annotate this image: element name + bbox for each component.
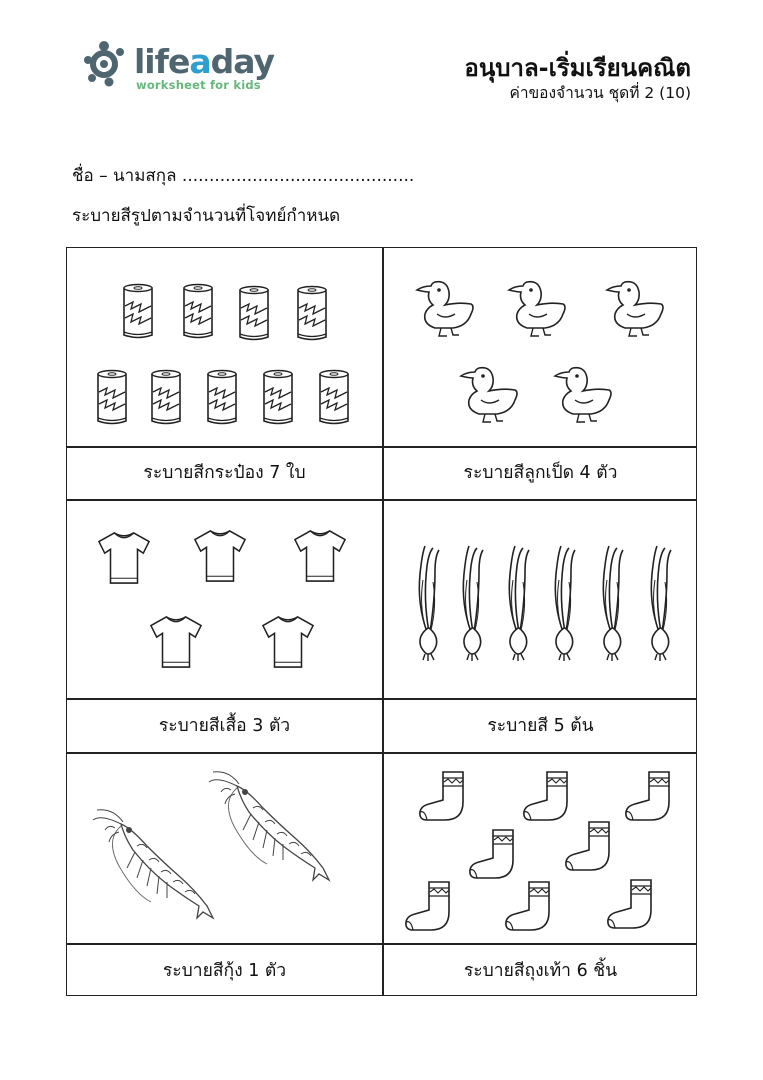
duck-icon	[417, 282, 473, 336]
can-icon	[264, 371, 292, 424]
worksheet-grid	[66, 247, 697, 996]
sock-icon	[524, 772, 567, 820]
instruction: ระบายสีรูปตามจำนวนที่โจทย์กำหนด	[72, 206, 341, 226]
can-icon	[240, 287, 268, 340]
shirt-icon	[195, 531, 245, 581]
task-label-shrimps: ระบายสีกุ้ง 1 ตัว	[162, 961, 287, 981]
task-label-shirts: ระบายสีเสื้อ 3 ตัว	[158, 716, 291, 736]
can-icon	[124, 285, 152, 338]
shrimp-icon	[93, 810, 213, 918]
onion-icon	[555, 546, 575, 661]
name-field[interactable]: ชื่อ – นามสกุล ...........................................	[72, 166, 415, 186]
can-icon	[208, 371, 236, 424]
shirts-picture-area[interactable]	[67, 500, 382, 698]
shirt-icon	[295, 531, 345, 581]
duck-icon	[461, 368, 517, 422]
sock-icon	[608, 880, 651, 928]
onion-icon	[419, 546, 439, 661]
can-icon	[320, 371, 348, 424]
onion-icon	[603, 546, 623, 661]
sock-icon	[506, 882, 549, 930]
sock-icon	[420, 772, 463, 820]
cans-picture-area[interactable]	[67, 248, 382, 446]
worksheet-subtitle: ค่าของจำนวน ชุดที่ 2 (10)	[509, 84, 691, 102]
brand-name: lifeaday	[134, 42, 275, 81]
onion-icon	[509, 546, 529, 661]
logo-mark-icon	[82, 40, 132, 90]
duck-icon	[555, 368, 611, 422]
onions-picture-area[interactable]	[383, 500, 698, 698]
can-icon	[152, 371, 180, 424]
can-icon	[298, 287, 326, 340]
sock-icon	[566, 822, 609, 870]
worksheet-title: อนุบาล-เริ่มเรียนคณิต	[464, 54, 691, 82]
shrimps-picture-area[interactable]	[67, 754, 382, 943]
duck-icon	[607, 282, 663, 336]
task-label-onions: ระบายสี 5 ต้น	[487, 716, 594, 736]
logo	[82, 40, 282, 96]
onion-icon	[463, 546, 483, 661]
shirt-icon	[151, 617, 201, 667]
socks-picture-area[interactable]	[383, 754, 698, 943]
shirt-icon	[99, 533, 149, 583]
can-icon	[184, 285, 212, 338]
duck-icon	[509, 282, 565, 336]
sock-icon	[470, 830, 513, 878]
can-icon	[98, 371, 126, 424]
sock-icon	[406, 882, 449, 930]
task-label-ducks: ระบายสีลูกเป็ด 4 ตัว	[463, 463, 618, 483]
brand-tagline: worksheet for kids	[136, 78, 261, 92]
task-label-cans: ระบายสีกระป๋อง 7 ใบ	[143, 463, 306, 483]
shirt-icon	[263, 617, 313, 667]
onion-icon	[651, 546, 671, 661]
shrimp-icon	[209, 772, 329, 880]
task-label-socks: ระบายสีถุงเท้า 6 ชิ้น	[463, 961, 618, 981]
ducks-picture-area[interactable]	[383, 248, 698, 446]
sock-icon	[626, 772, 669, 820]
